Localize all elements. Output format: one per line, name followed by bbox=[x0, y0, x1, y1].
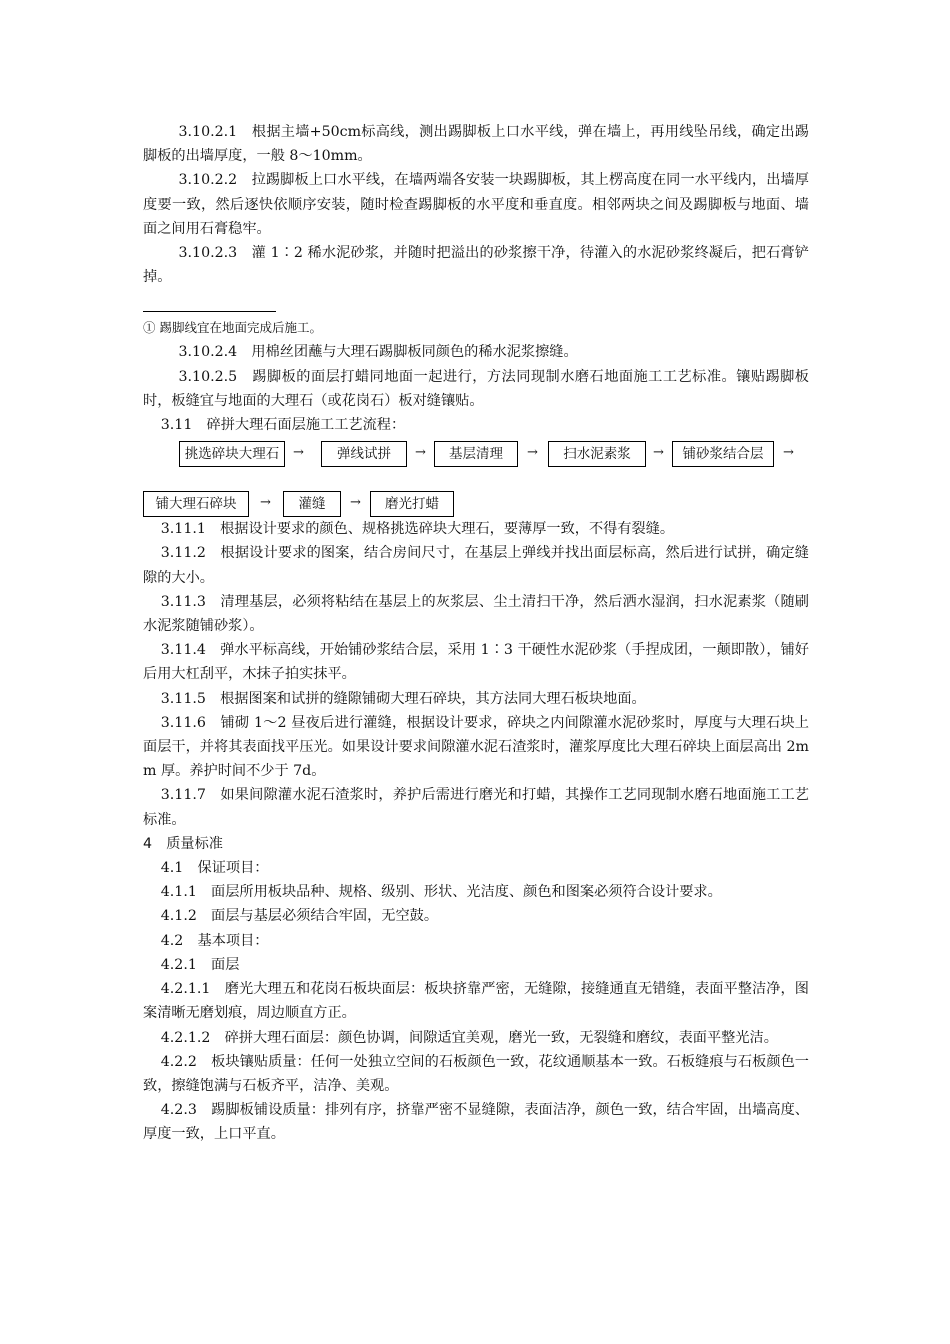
paragraph-3-11-7: 3.11.7 如果间隙灌水泥石渣浆时，养护后需进行磨光和打蜡，其操作工艺同现制水磨石地面施工工艺标准。 bbox=[143, 787, 809, 828]
paragraph-3-11-1: 3.11.1 根据设计要求的颜色、规格挑选碎块大理石，要薄厚一致，不得有裂缝。 bbox=[160, 521, 675, 538]
paragraph-4-1: 4.1 保证项目： bbox=[160, 860, 269, 877]
paragraph-4-2-1-1: 4.2.1.1 磨光大理五和花岗石板块面层：板块挤靠严密，无缝隙，接缝通直无错缝，表面平整洁净，图案清晰无磨划痕，周边顺直方正。 bbox=[143, 981, 809, 1022]
flow-step-select-marble: 挑选碎块大理石 bbox=[179, 441, 285, 467]
paragraph-4-2-1-2: 4.2.1.2 碎拼大理石面层：颜色协调，间隙适宜美观，磨光一致，无裂缝和磨纹，表面平整光洁。 bbox=[160, 1029, 778, 1046]
flow-arrow-icon: → bbox=[653, 445, 664, 461]
paragraph-3-10-2-2: 3.10.2.2 拉踢脚板上口水平线，在墙两端各安装一块踢脚板，其上楞高度在同一水平线内，出墙厚度要一致，然后逐快依顺序安装，随时检查踢脚板的水平度和垂直度。相邻两块之间及踢脚板与地面、墙面之间用石膏稳牢。 bbox=[143, 172, 809, 237]
paragraph-3-11-2: 3.11.2 根据设计要求的图案，结合房间尺寸，在基层上弹线并找出面层标高，然后进行试拼，确定缝隙的大小。 bbox=[143, 545, 809, 586]
footnote-divider bbox=[143, 311, 276, 312]
paragraph-3-10-2-4: 3.10.2.4 用棉丝团蘸与大理石踢脚板同颜色的稀水泥浆擦缝。 bbox=[178, 344, 578, 361]
paragraph-3-11-4: 3.11.4 弹水平标高线，开始铺砂浆结合层，采用 1∶3 干硬性水泥砂浆（手捏成团，一颠即散），铺好后用大杠刮平，木抹子拍实抹平。 bbox=[143, 642, 809, 683]
flow-step-clean-base: 基层清理 bbox=[434, 441, 518, 467]
paragraph-4-1-1: 4.1.1 面层所用板块品种、规格、级别、形状、光洁度、颜色和图案必须符合设计要求。 bbox=[160, 884, 722, 901]
document-page bbox=[143, 120, 809, 1147]
paragraph-4-2-3: 4.2.3 踢脚板铺设质量：排列有序，挤靠严密不显缝隙，表面洁净，颜色一致，结合牢固，出墙高度、厚度一致，上口平直。 bbox=[143, 1102, 809, 1143]
process-flow bbox=[143, 437, 809, 517]
paragraph-3-11-5: 3.11.5 根据图案和试拼的缝隙铺砌大理石碎块，其方法同大理石板块地面。 bbox=[160, 690, 646, 707]
paragraph-4-2: 4.2 基本项目： bbox=[160, 932, 269, 949]
footnote: ① 踢脚线宜在地面完成后施工。 bbox=[143, 320, 322, 336]
flow-arrow-icon: → bbox=[260, 495, 271, 511]
paragraph-3-11-3: 3.11.3 清理基层，必须将粘结在基层上的灰浆层、尘土清扫干净，然后洒水湿润，扫水泥素浆（随刷水泥浆随铺砂浆）。 bbox=[143, 593, 809, 635]
flow-arrow-icon: → bbox=[293, 445, 304, 461]
flow-step-sweep-cement: 扫水泥素浆 bbox=[548, 441, 646, 467]
flow-arrow-icon: → bbox=[527, 445, 538, 461]
paragraph-3-10-2-3: 3.10.2.3 灌 1∶2 稀水泥砂浆，并随时把溢出的砂浆擦干净，待灌入的水泥砂浆终凝后，把石膏铲掉。 bbox=[143, 245, 809, 286]
flow-arrow-icon: → bbox=[415, 445, 426, 461]
section-4-heading: 4 质量标准 bbox=[143, 835, 223, 852]
paragraph-4-2-2: 4.2.2 板块镶贴质量：任何一处独立空间的石板颜色一致，花纹通顺基本一致。石板缝痕与石板颜色一致，擦缝饱满与石板齐平，洁净、美观。 bbox=[143, 1053, 809, 1094]
paragraph-3-10-2-5: 3.10.2.5 踢脚板的面层打蜡同地面一起进行，方法同现制水磨石地面施工工艺标准。镶贴踢脚板时，板缝宜与地面的大理石（或花岗石）板对缝镶贴。 bbox=[143, 368, 809, 409]
paragraph-4-2-1: 4.2.1 面层 bbox=[160, 956, 240, 973]
flow-arrow-icon: → bbox=[350, 495, 361, 511]
flow-step-polish-wax: 磨光打蜡 bbox=[370, 491, 454, 517]
paragraph-4-1-2: 4.1.2 面层与基层必须结合牢固，无空鼓。 bbox=[160, 908, 439, 925]
flow-step-snap-line: 弹线试拼 bbox=[321, 441, 407, 467]
flow-step-lay-fragments: 铺大理石碎块 bbox=[143, 491, 249, 517]
paragraph-3-11-6: 3.11.6 铺砌 1～2 昼夜后进行灌缝，根据设计要求，碎块之内间隙灌水泥砂浆时，厚度与大理石块上面层干，并将其表面找平压光。如果设计要求间隙灌水泥石渣浆时，灌浆厚度比大理石碎块上面层高出 2mm 厚。养护时间不少于 7d。 bbox=[143, 714, 809, 780]
flow-arrow-icon: → bbox=[783, 445, 794, 461]
paragraph-3-10-2-1: 3.10.2.1 根据主墙+50cm标高线，测出踢脚板上口水平线，弹在墙上，再用线坠吊线，确定出踢脚板的出墙厚度，一般 8～10mm。 bbox=[143, 124, 809, 165]
flow-step-mortar-layer: 铺砂浆结合层 bbox=[672, 441, 774, 467]
flow-step-grout: 灌缝 bbox=[283, 491, 341, 517]
paragraph-3-11: 3.11 碎拼大理石面层施工工艺流程： bbox=[160, 417, 406, 434]
